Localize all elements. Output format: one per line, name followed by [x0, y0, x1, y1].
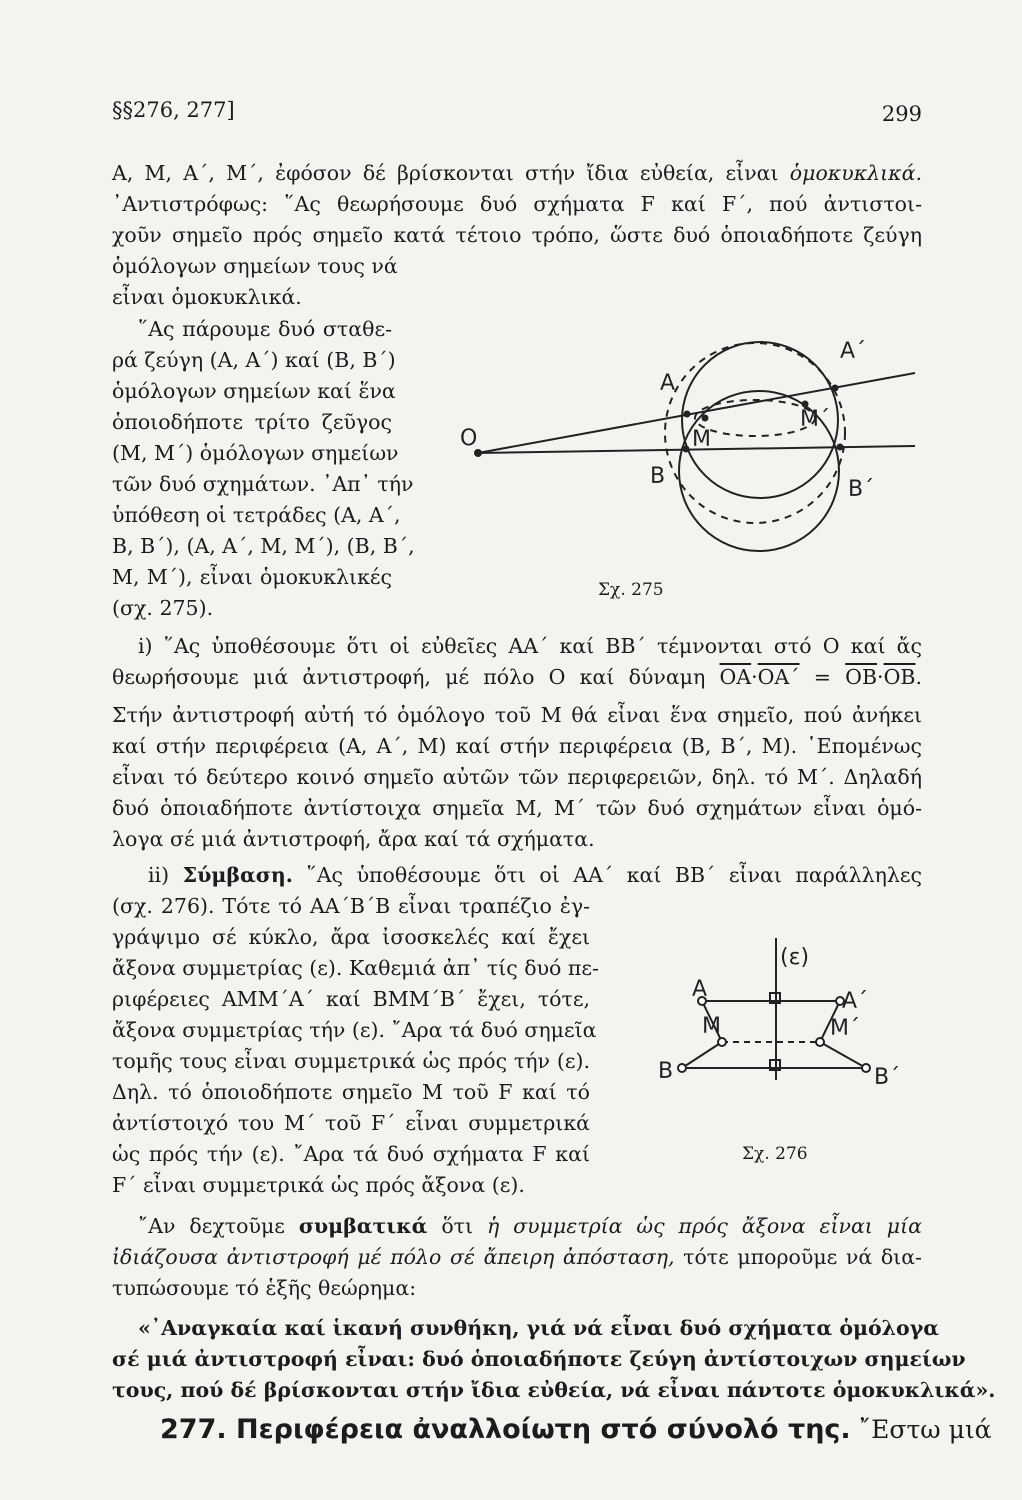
point-a: [684, 411, 691, 418]
text-line: ἄξονα συμμετρίας (ε). Καθεμιά ἀπ᾿ τίς δυό πε-: [112, 956, 599, 980]
point-a-prime: [832, 385, 839, 392]
text-line: καί στήν περιφέρεια (Α, Α΄, Μ) καί στήν περιφέρεια (Β, Β΄, Μ). ῾Επομένως: [112, 734, 922, 758]
text-line: τῶν δυό σχημάτων. ᾿Απ᾿ τήν: [112, 472, 414, 496]
text-line: τυπώσουμε τό ἑξῆς θεώρημα:: [112, 1276, 417, 1300]
figure-275: [460, 318, 930, 588]
text-line: ὁμόλογων σημείων τους νά: [112, 254, 398, 278]
text-line: Α, Μ, Α΄, Μ΄, ἐφόσον δέ βρίσκονται στήν ἴδια εὐθεία, εἶναι ὁμοκυκλικά.: [112, 161, 922, 185]
text-line: λογα σέ μιά ἀντιστροφή, ἄρα καί τά σχήματα.: [112, 827, 595, 851]
text-line: ρά ζεύγη (Α, Α΄) καί (Β, Β΄): [112, 348, 396, 372]
section-277-heading: 277. Περιφέρεια ἀναλλοίωτη στό σύνολό της. ῎Εστω μιά: [160, 1414, 992, 1445]
theorem-line: σέ μιά ἀντιστροφή εἶναι: δυό ὁποιαδήποτε ζεύγη ἀντίστοιχων σημείων: [112, 1347, 966, 1371]
label-b-prime: Β΄: [874, 1065, 901, 1090]
text-line: ἀντίστοιχό του Μ΄ τοῦ F΄ εἶναι συμμετρικά: [112, 1111, 590, 1135]
text-line: εἶναι τό δεύτερο κοινό σημεῖο αὐτῶν τῶν περιφερειῶν, δηλ. τό Μ΄. Δηλαδή: [112, 765, 922, 789]
theorem-line: τους, πού δέ βρίσκονται στήν ἴδια εὐθεία, νά εἶναι πάντοτε ὁμοκυκλικά».: [112, 1378, 996, 1402]
text-line: (σχ. 276). Τότε τό ΑΑ΄Β΄Β εἶναι τραπέζιο ἐγ-: [112, 894, 590, 918]
text-line: (Μ, Μ΄) ὁμόλογων σημείων: [112, 441, 399, 465]
page-header: [112, 98, 922, 138]
figure-276-caption: Σχ. 276: [742, 1144, 808, 1164]
theorem-line: «᾿Αναγκαία καί ἱκανή συνθήκη, γιά νά εἶναι δυό σχήματα ὁμόλογα: [138, 1316, 940, 1340]
text-line: Στήν ἀντιστροφή αὐτή τό ὁμόλογο τοῦ Μ θά εἶναι ἕνα σημεῖο, πού ἀνήκει: [112, 703, 922, 727]
text-line: ὁμόλογων σημείων καί ἕνα: [112, 379, 396, 403]
point-m: [702, 415, 709, 422]
label-a: Α: [660, 371, 676, 396]
text-line: ῎Αν δεχτοῦμε συμβατικά ὅτι ἡ συμμετρία ὡς πρός ἄξονα εἶναι μία: [138, 1214, 922, 1238]
text-line: Μ, Μ΄), εἶναι ὁμοκυκλικές: [112, 565, 392, 589]
text-line: i) ῞Ας ὑποθέσουμε ὅτι οἱ εὐθεῖες ΑΑ΄ καί ΒΒ΄ τέμνονται στό Ο καί ἄς: [138, 634, 922, 658]
page-number: 299: [881, 102, 922, 126]
label-b: Β: [650, 464, 666, 489]
label-b-prime: Β΄: [848, 477, 875, 502]
point-b-prime: [862, 1064, 870, 1072]
point-b: [683, 446, 690, 453]
label-a-prime: Α΄: [842, 989, 869, 1014]
text-line: ἄξονα συμμετρίας τήν (ε). ῎Αρα τά δυό σημεῖα: [112, 1018, 597, 1042]
text-line: Δηλ. τό ὁποιοδήποτε σημεῖο Μ τοῦ F καί τό: [112, 1080, 590, 1104]
text-line: F΄ εἶναι συμμετρικά ὡς πρός ἄξονα (ε).: [112, 1173, 525, 1197]
text-line: ριφέρειες ΑΜΜ΄Α΄ καί ΒΜΜ΄Β΄ ἔχει, τότε,: [112, 987, 590, 1011]
text-line: θεωρήσουμε μιά ἀντιστροφή, μέ πόλο Ο καί δύναμη $\overline{OA}\cdot\overline{OA΄} = \overline{OB}\cdot\overline{OB}$.: [112, 665, 922, 689]
text-line: (σχ. 275).: [112, 596, 214, 620]
text-line: ὁποιοδήποτε τρίτο ζεῦγος: [112, 410, 392, 434]
label-m-prime: Μ΄: [830, 1016, 860, 1041]
text-line: ᾿Αντιστρόφως: ῞Ας θεωρήσουμε δυό σχήματα F καί F΄, πού ἀντιστοι-: [112, 192, 922, 216]
label-m: Μ: [702, 1014, 721, 1039]
label-a-prime: Α΄: [840, 339, 867, 364]
text-line: ii) Σύμβαση. ῞Ας ὑποθέσουμε ὅτι οἱ ΑΑ΄ καί ΒΒ΄ εἶναι παράλληλες: [148, 863, 922, 887]
figure-275-caption: Σχ. 275: [598, 580, 664, 600]
label-m: Μ: [692, 427, 711, 452]
text-line: δυό ὁποιαδήποτε ἀντίστοιχα σημεῖα Μ, Μ΄ τῶν δυό σχημάτων εἶναι ὁμό-: [112, 796, 922, 820]
segment-mb: [682, 1042, 722, 1068]
label-o: Ο: [460, 426, 478, 451]
text-line: τομῆς τους εἶναι συμμετρικά ὡς πρός τήν (ε).: [112, 1049, 590, 1073]
text-line: ἰδιάζουσα ἀντιστροφή μέ πόλο σέ ἄπειρη ἀπόσταση, τότε μποροῦμε νά δια-: [112, 1245, 922, 1269]
section-reference: §§276, 277]: [112, 98, 235, 122]
text-line: ὑπόθεση οἱ τετράδες (Α, Α΄,: [112, 503, 401, 527]
text-line: ῞Ας πάρουμε δυό σταθε-: [138, 317, 392, 341]
label-m-prime: Μ΄: [800, 407, 830, 432]
point-b: [678, 1064, 686, 1072]
label-epsilon: (ε): [780, 945, 810, 970]
text-line: εἶναι ὁμοκυκλικά.: [112, 285, 302, 309]
label-a: Α: [692, 977, 708, 1002]
point-m: [718, 1038, 726, 1046]
label-b: Β: [658, 1059, 674, 1084]
text-line: Β, Β΄), (Α, Α΄, Μ, Μ΄), (Β, Β΄,: [112, 534, 415, 558]
text-line: ὡς πρός τήν (ε). ῎Αρα τά δυό σχήματα F καί: [112, 1142, 590, 1166]
figure-276: [640, 930, 930, 1100]
point-b-prime: [837, 444, 844, 451]
text-line: γράψιμο σέ κύκλο, ἄρα ἰσοσκελές καί ἔχει: [112, 925, 590, 949]
text-line: χοῦν σημεῖο πρός σημεῖο κατά τέτοιο τρόπο, ὥστε δυό ὁποιαδήποτε ζεύγη: [112, 223, 922, 247]
segment-m-b: [820, 1042, 866, 1068]
point-m-prime: [816, 1038, 824, 1046]
